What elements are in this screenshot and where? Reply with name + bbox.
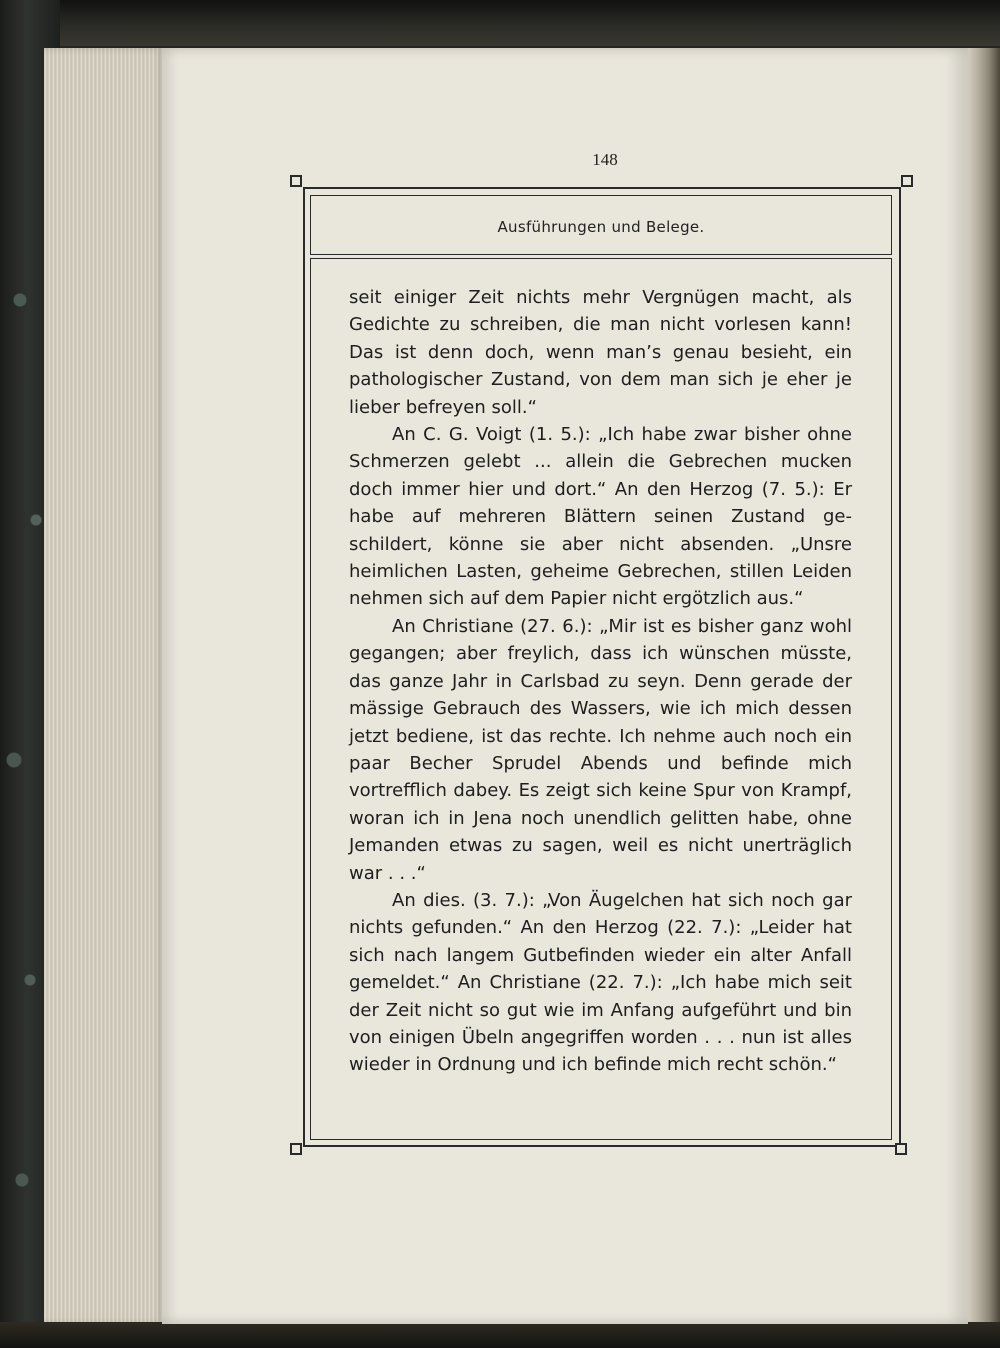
paragraph: seit einiger Zeit nichts mehr Vergnügen macht, als Gedichte zu schreiben, die man nicht vorlesen kann! Das ist denn doch, wenn man’s genau besieht, ein pathologischer Zustand, von dem man sich je eher je lieber befreyen soll.“ [349, 287, 852, 418]
paragraph: An C. G. Voigt (1. 5.): „Ich habe zwar bisher ohne Schmerzen gelebt ... allein die Gebrechen mucken doch immer hier und dort.“ An den Herzog (7. 5.): Er habe auf mehreren Blättern seinen Zustand geschildert, könne sie aber nicht absenden. „Unsre heimlichen Lasten, geheime Gebrechen, stillen Leiden nehmen sich auf dem Papier nicht ergötzlich aus.“ [349, 424, 852, 610]
frame-corner-top-right [901, 175, 913, 187]
spine-gutter [965, 48, 1000, 1324]
book-cover-bottom [0, 1322, 1000, 1348]
frame-corner-bottom-right [895, 1143, 907, 1155]
book-cover-top [0, 0, 1000, 46]
page-edges [44, 48, 166, 1324]
running-head: Ausführungen und Belege. [497, 218, 705, 236]
frame-corner-bottom-left [290, 1143, 302, 1155]
body-text [349, 284, 852, 1079]
paragraph: An Christiane (27. 6.): „Mir ist es bisher ganz wohl gegangen; aber freylich, dass ich wünschen müsste, das ganze Jahr in Carlsbad zu seyn. Denn gerade der mässige Gebrauch des Wassers, wie ich mich dessen jetzt bediene, ist das rechte. Ich nehme auch noch ein paar Becher Sprudel Abends und befinde mich vortrefflich dabey. Es zeigt sich keine Spur von Krampf, woran ich in Jena noch unendlich gelitten habe, ohne Jemanden etwas zu sagen, weil es nicht unerträglich war . . .“ [349, 615, 852, 884]
frame-corner-top-left [290, 175, 302, 187]
paragraph: An dies. (3. 7.): „Von Äugelchen hat sich noch gar nichts gefunden.“ An den Herzog (22. 7.): „Leider hat sich nach langem Gutbefinden wieder ein alter Anfall gemeldet.“ An Christiane (22. 7.): „Ich habe mich seit der Zeit nicht so gut wie im Anfang aufgeführt und bin von einigen Übeln angegriffen worden . . . nun ist alles wieder in Ordnung und ich befinde mich recht schön.“ [349, 889, 852, 1076]
page-number: 148 [592, 150, 618, 169]
